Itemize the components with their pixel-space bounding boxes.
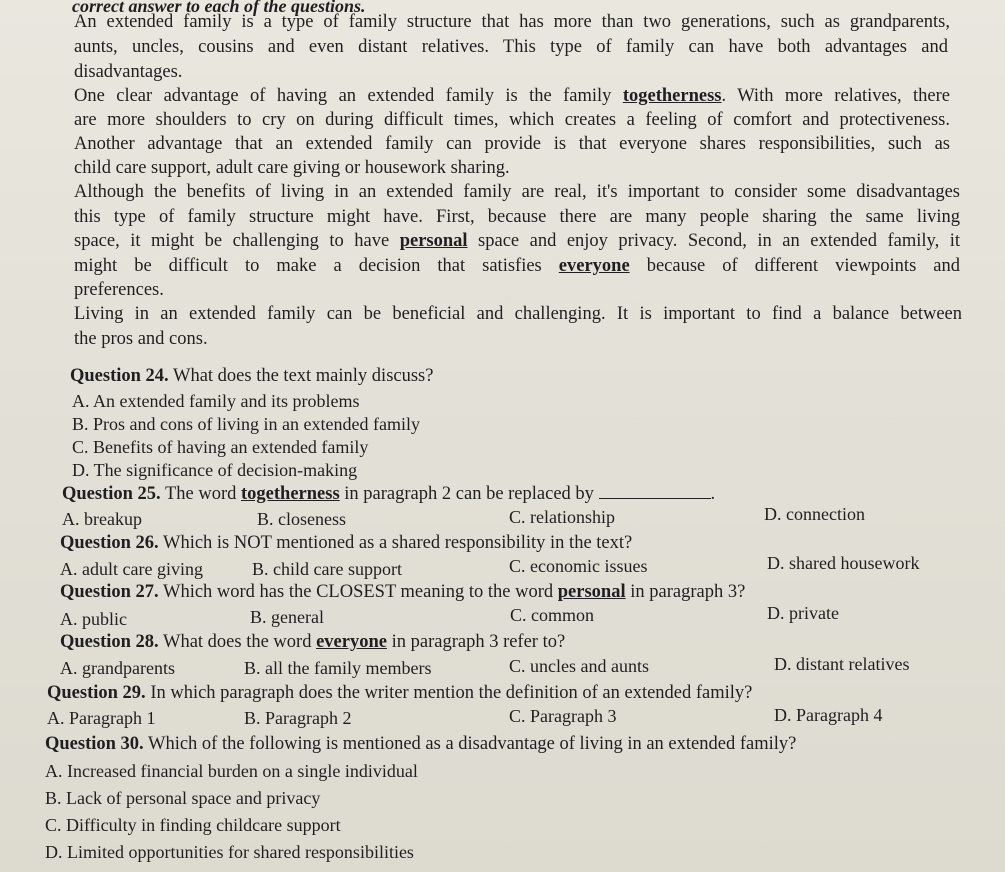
passage-line: are more shoulders to cry on during difficult times, which creates a feeling of comfort and protectiveness. [74,110,950,130]
question-text: What does the word [158,632,317,652]
passage-line: aunts, uncles, cousins and even distant relatives. This type of family can have both advantages and [74,37,948,57]
question-stem [60,580,745,604]
question-stem [60,630,565,654]
option-b[interactable]: B. Paragraph 2 [244,708,352,728]
question-stem [60,531,632,555]
text-span: space, it might be challenging to have [74,231,400,251]
passage-line [74,84,950,108]
question-number: Question 30. [45,734,144,754]
option-d[interactable]: D. Limited opportunities for shared responsibilities [45,842,414,862]
text-span: One clear advantage of having an extended family is the family [74,86,623,106]
passage-line: Living in an extended family can be beneficial and challenging. It is important to find a balance between [74,304,962,324]
option-d[interactable]: D. Paragraph 4 [774,705,883,725]
option-d[interactable]: D. private [767,603,839,623]
option-b[interactable]: B. all the family members [244,658,432,678]
question-text: Which word has the CLOSEST meaning to the word [158,582,558,602]
question-number: Question 29. [47,683,146,703]
underlined-word-everyone: everyone [558,256,630,276]
option-c[interactable]: C. Difficulty in finding childcare support [45,815,341,835]
option-c[interactable]: C. Paragraph 3 [509,706,617,726]
option-d[interactable]: D. shared housework [767,553,920,573]
underlined-word: personal [557,582,626,602]
question-stem [47,681,752,705]
option-d[interactable]: D. The significance of decision-making [72,460,358,480]
question-text: in paragraph 3? [625,582,746,602]
underlined-word: togetherness [241,484,340,504]
option-d[interactable]: D. distant relatives [774,654,910,674]
question-text: What does the text mainly discuss? [168,366,434,386]
option-a[interactable]: A. An extended family and its problems [72,391,360,411]
passage-line: An extended family is a type of family structure that has more than two generations, such as grandparents, [74,12,950,32]
option-b[interactable]: B. Lack of personal space and privacy [45,788,321,808]
passage-line: the pros and cons. [74,329,208,349]
option-c[interactable]: C. uncles and aunts [509,656,649,676]
question-text: The word [160,484,242,504]
option-c[interactable]: C. economic issues [509,556,648,576]
passage-line: this type of family structure might have. First, because there are many people sharing the same living [74,207,960,227]
option-d[interactable]: D. connection [764,504,865,524]
option-a[interactable]: A. Paragraph 1 [47,708,156,728]
option-b[interactable]: B. Pros and cons of living in an extended family [72,414,420,434]
option-a[interactable]: A. grandparents [60,658,175,678]
option-c[interactable]: C. relationship [509,507,615,527]
option-b[interactable]: B. child care support [252,559,402,579]
option-a[interactable]: A. Increased financial burden on a single individual [45,761,418,781]
passage-line: child care support, adult care giving or housework sharing. [74,158,510,178]
passage-line [74,229,960,253]
option-b[interactable]: B. general [250,607,324,627]
question-stem [62,482,715,506]
passage-line: disadvantages. [74,62,183,82]
option-c[interactable]: C. Benefits of having an extended family [72,437,369,457]
question-text: in paragraph 2 can be replaced by [339,484,594,504]
passage-line [74,254,960,278]
question-text: . [710,484,716,504]
instructions-header: correct answer to each of the questions. [72,0,366,16]
option-a[interactable]: A. breakup [62,509,142,529]
question-number: Question 28. [60,632,159,652]
question-stem [45,732,796,756]
question-number: Question 27. [60,582,159,602]
passage-line: preferences. [74,280,164,300]
option-a[interactable]: A. public [60,609,127,629]
question-number: Question 25. [62,484,161,504]
option-c[interactable]: C. common [510,605,594,625]
text-span: . With more relatives, there [721,86,950,106]
option-a[interactable]: A. adult care giving [60,559,203,579]
question-number: Question 24. [70,366,169,386]
question-text: In which paragraph does the writer mention the definition of an extended family? [145,683,753,703]
question-number: Question 26. [60,533,159,553]
text-span: because of different viewpoints and [629,256,961,276]
question-text: Which is NOT mentioned as a shared responsibility in the text? [158,533,633,553]
question-text: in paragraph 3 refer to? [386,632,566,652]
passage-line: Although the benefits of living in an extended family are real, it's important to consider some disadvantages [74,182,960,202]
underlined-word-togetherness: togetherness [622,86,722,106]
passage-line: Another advantage that an extended family can provide is that everyone shares responsibilities, such as [74,134,950,154]
underlined-word: everyone [316,632,387,652]
question-text: Which of the following is mentioned as a disadvantage of living in an extended family? [143,734,797,754]
underlined-word-personal: personal [399,231,468,251]
answer-blank[interactable] [599,484,711,499]
text-span: might be difficult to make a decision that satisfies [74,256,559,276]
option-b[interactable]: B. closeness [257,509,346,529]
text-span: space and enjoy privacy. Second, in an extended family, it [467,231,960,251]
question-stem [70,364,433,388]
